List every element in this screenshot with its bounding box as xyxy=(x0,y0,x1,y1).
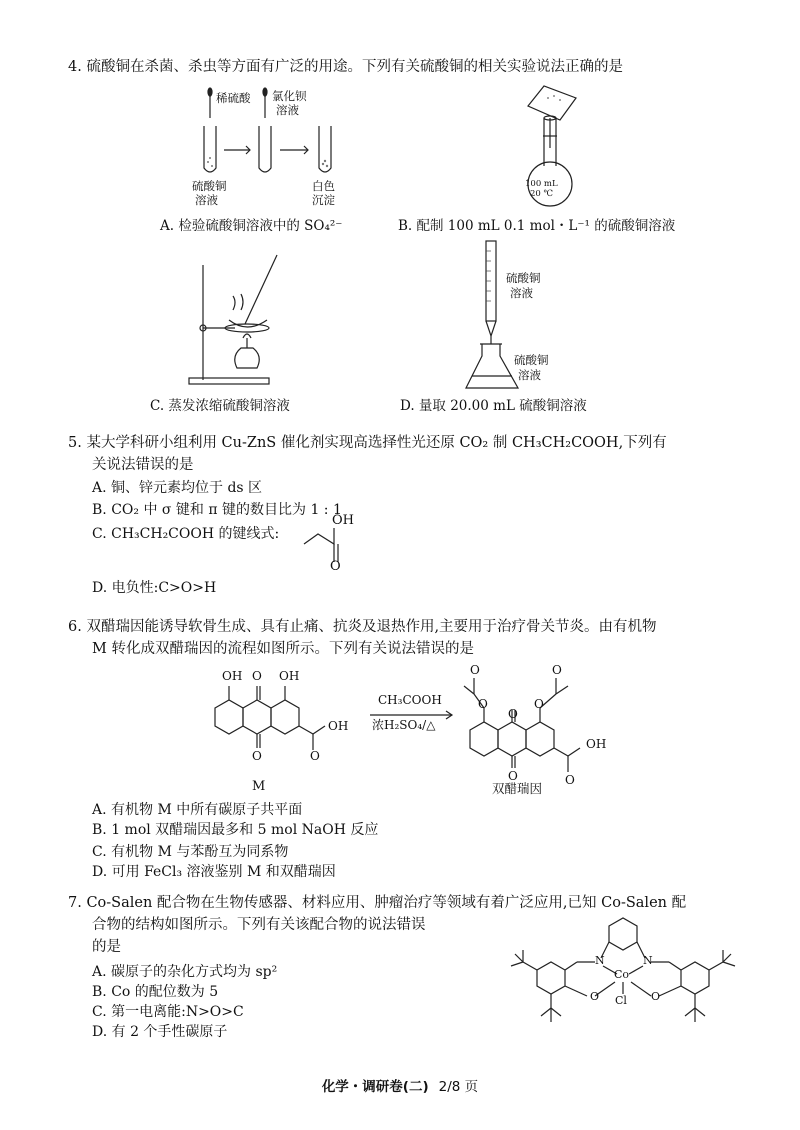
q6-option-a: A. 有机物 M 中所有碳原子共平面 xyxy=(92,802,303,818)
q6-p-oh: OH xyxy=(586,737,607,751)
q7-stem-l3: 的是 xyxy=(92,939,121,955)
q4-figure-b xyxy=(500,78,620,208)
q6-p-o-5: O xyxy=(508,707,518,721)
q4-option-a: A. 检验硫酸铜溶液中的 SO₄²⁻ xyxy=(160,218,343,234)
q7-atom-o-right: O xyxy=(651,990,661,1003)
q4-option-b: B. 配制 100 mL 0.1 mol・L⁻¹ 的硫酸铜溶液 xyxy=(398,218,676,234)
q4a-reagent2-l2: 溶液 xyxy=(276,103,299,117)
q6-option-d: D. 可用 FeCl₃ 溶液鉴别 M 和双醋瑞因 xyxy=(92,864,336,880)
q6-p-o-3: O xyxy=(552,663,562,677)
q6-reagent-bottom: 浓H₂SO₄/△ xyxy=(372,718,436,732)
q7-stem-l2: 合物的结构如图所示。下列有关该配合物的说法错误 xyxy=(92,917,426,933)
q6-p-o-6: O xyxy=(508,769,518,783)
q6-label-product: 双醋瑞因 xyxy=(492,781,543,796)
page-footer xyxy=(0,1075,800,1095)
q7-atom-n-right: N xyxy=(643,954,653,967)
q4-figure-c xyxy=(185,250,305,390)
q6-m-oh-3: OH xyxy=(328,719,349,733)
q5-option-d: D. 电负性:C>O>H xyxy=(92,580,217,596)
q5-option-c: C. CH₃CH₂COOH 的键线式: xyxy=(92,526,280,542)
q6-stem-l1: 6. 双醋瑞因能诱导软骨生成、具有止痛、抗炎及退热作用,主要用于治疗骨关节炎。由有机物 xyxy=(68,619,657,635)
q6-m-o-top: O xyxy=(252,669,262,683)
footer-page-number: 2/8 页 xyxy=(438,1079,479,1095)
q6-label-m: M xyxy=(252,779,266,794)
q4a-bottom1-l1: 硫酸铜 xyxy=(192,179,227,193)
q4d-flask-l2: 溶液 xyxy=(518,368,541,382)
q6-p-o-7: O xyxy=(565,773,575,787)
q6-option-c: C. 有机物 M 与苯酚互为同系物 xyxy=(92,844,289,860)
q7-stem-l1: 7. Co-Salen 配合物在生物传感器、材料应用、肿瘤治疗等领域有着广泛应用,已知 Co-Salen 配 xyxy=(68,895,687,911)
q4-option-c: C. 蒸发浓缩硫酸铜溶液 xyxy=(150,398,290,414)
q7-atom-o-left: O xyxy=(590,990,600,1003)
q6-p-o-1: O xyxy=(470,663,480,677)
q4b-flask-l1: 100 mL xyxy=(525,179,558,189)
q4d-flask-l1: 硫酸铜 xyxy=(514,353,549,367)
q6-m-oh-2: OH xyxy=(279,669,300,683)
q4a-reagent1: 稀硫酸 xyxy=(216,91,251,105)
q7-option-a: A. 碳原子的杂化方式均为 sp² xyxy=(92,964,278,980)
q6-m-oh-1: OH xyxy=(222,669,243,683)
q6-structure-product xyxy=(460,660,630,790)
q5-stem-l2: 关说法错误的是 xyxy=(92,457,194,473)
q7-option-c: C. 第一电离能:N>O>C xyxy=(92,1004,244,1020)
q4-option-d: D. 量取 20.00 mL 硫酸铜溶液 xyxy=(400,398,587,414)
q7-atom-cl: Cl xyxy=(615,994,627,1007)
q5-stem-l1: 5. 某大学科研小组利用 Cu-ZnS 催化剂实现高选择性光还原 CO₂ 制 CH₃CH₂COOH,下列有 xyxy=(68,435,667,451)
q6-m-o-acid: O xyxy=(310,749,320,763)
q4d-burette-l2: 溶液 xyxy=(510,286,533,300)
q5-option-b: B. CO₂ 中 σ 键和 π 键的数目比为 1 : 1 xyxy=(92,502,342,518)
q6-reagent-top: CH₃COOH xyxy=(378,693,442,707)
q4a-reagent2-l1: 氯化钡 xyxy=(272,89,307,103)
q7-option-b: B. Co 的配位数为 5 xyxy=(92,984,219,1000)
footer-title: 化学・调研卷(二) xyxy=(321,1079,429,1095)
q6-p-o-4: O xyxy=(534,697,544,711)
q5-oh: OH xyxy=(332,513,354,528)
q4b-flask-l2: 20 ℃ xyxy=(530,189,554,199)
q6-option-b: B. 1 mol 双醋瑞因最多和 5 mol NaOH 反应 xyxy=(92,822,379,838)
q7-atom-co: Co xyxy=(614,968,630,981)
q4a-bottom3-l2: 沉淀 xyxy=(312,193,335,207)
q6-m-o-bottom: O xyxy=(252,749,262,763)
q6-stem-l2: M 转化成双醋瑞因的流程如图所示。下列有关说法错误的是 xyxy=(92,641,474,657)
q7-atom-n-left: N xyxy=(595,954,605,967)
q4d-burette-l1: 硫酸铜 xyxy=(506,271,541,285)
q7-option-d: D. 有 2 个手性碳原子 xyxy=(92,1024,228,1040)
q4a-bottom1-l2: 溶液 xyxy=(195,193,218,207)
q4a-bottom3-l1: 白色 xyxy=(312,179,335,193)
q4-stem: 4. 硫酸铜在杀菌、杀虫等方面有广泛的用途。下列有关硫酸铜的相关实验说法正确的是 xyxy=(68,59,623,75)
q5-o: O xyxy=(330,559,341,574)
q6-p-o-2: O xyxy=(478,697,488,711)
q5-option-a: A. 铜、锌元素均位于 ds 区 xyxy=(92,480,263,496)
